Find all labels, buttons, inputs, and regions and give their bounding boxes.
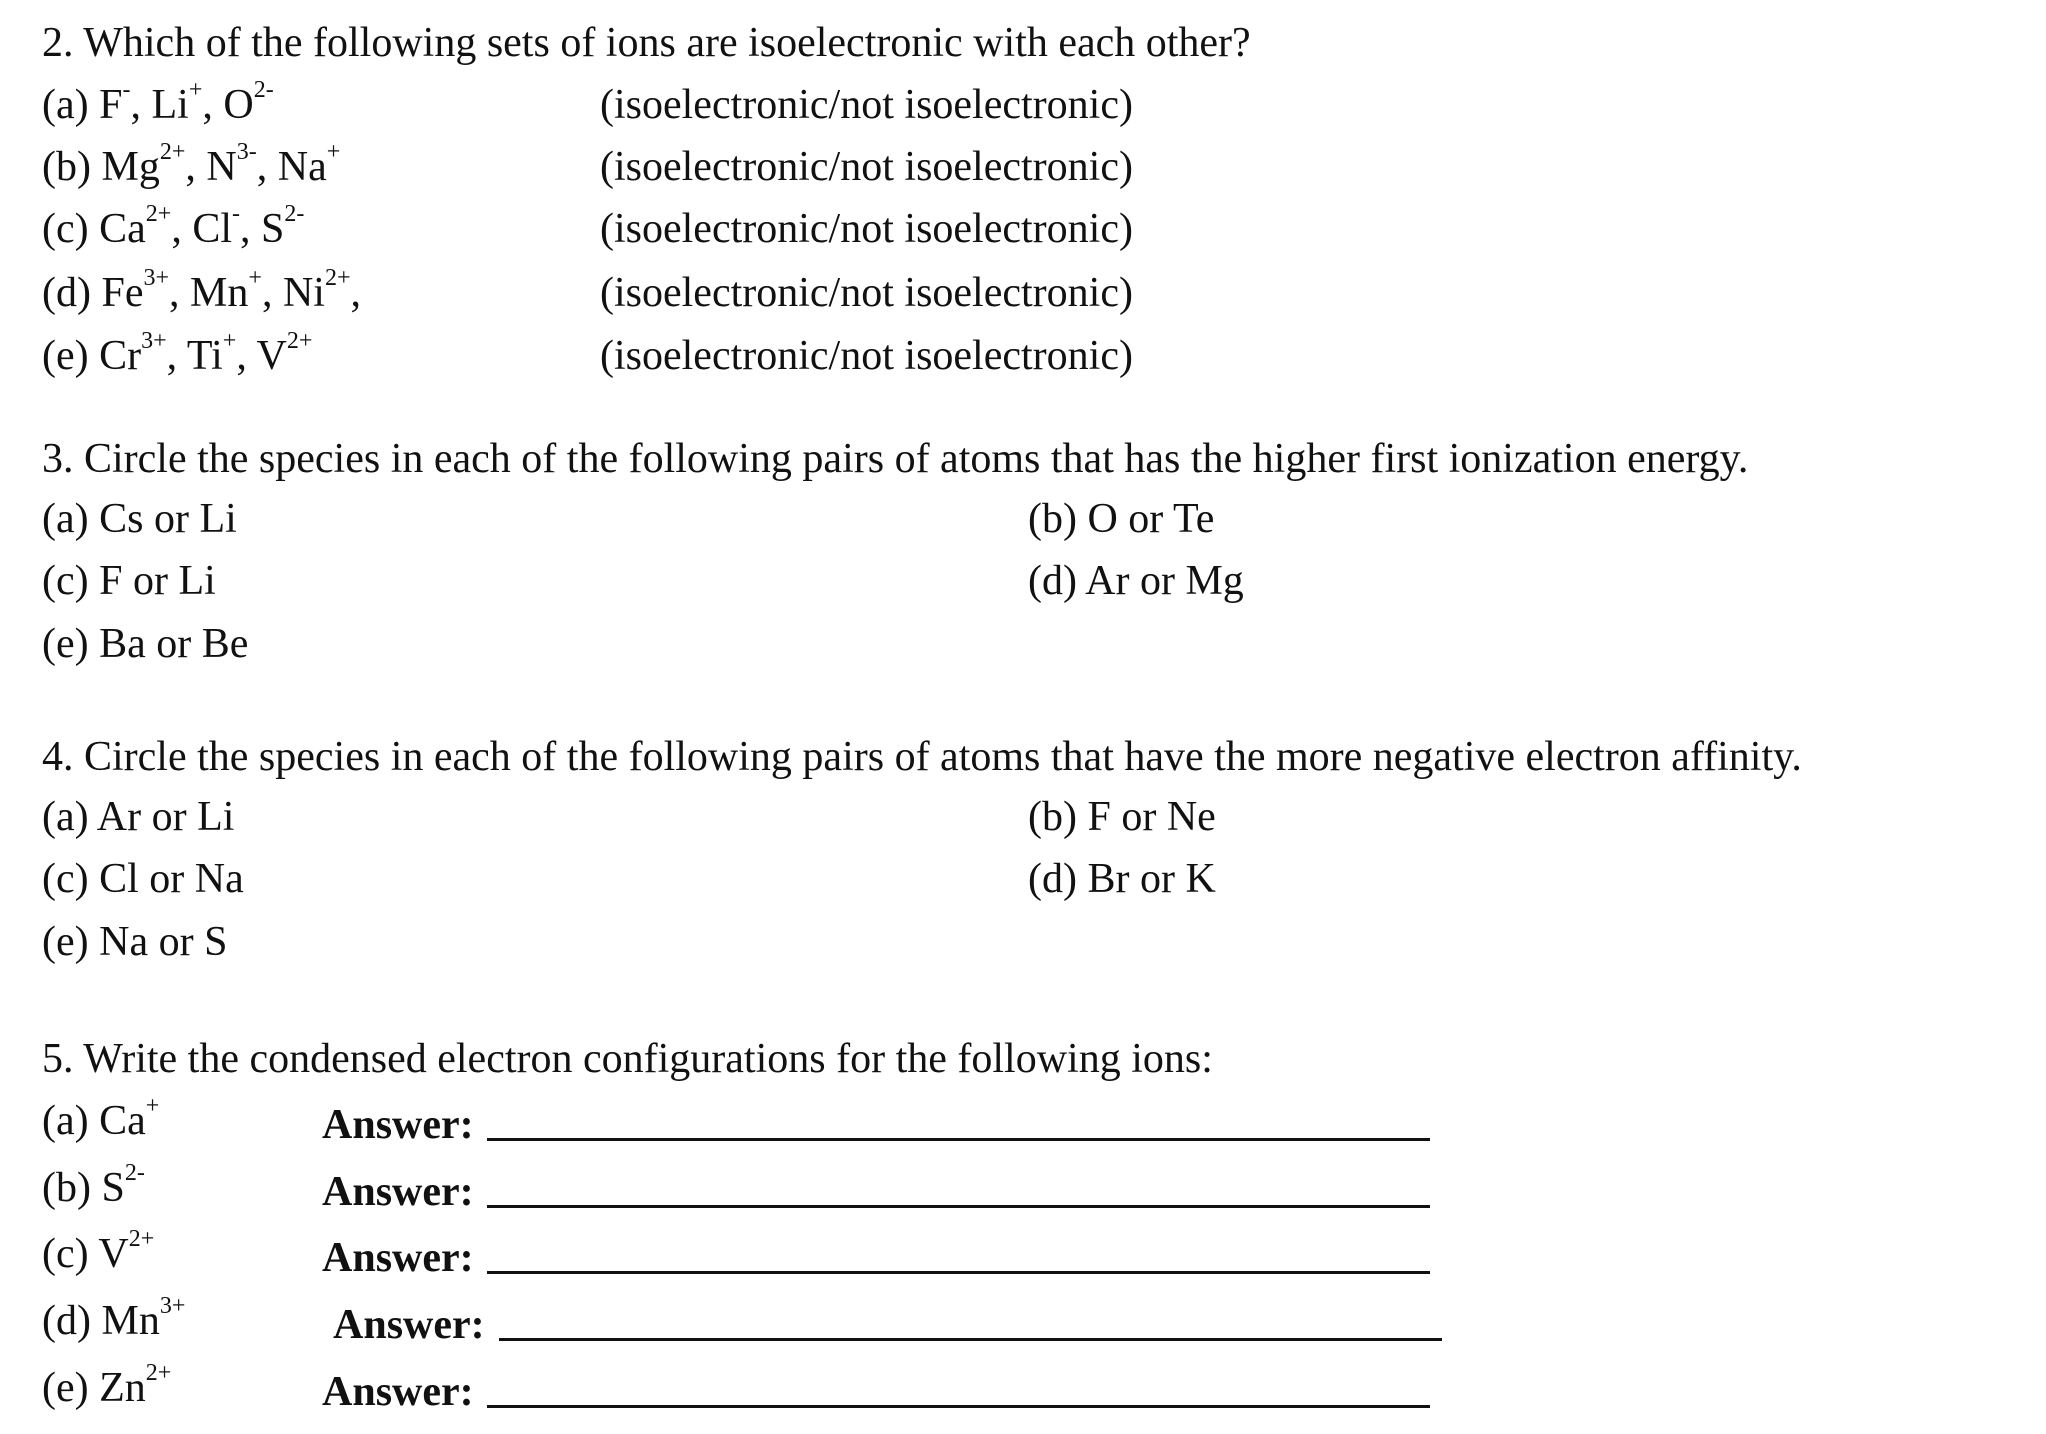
ion-charge: 2+ <box>286 328 313 354</box>
item-label: (c) <box>42 206 100 252</box>
ion-symbol: O <box>212 82 254 128</box>
ion-symbol: , <box>169 270 180 316</box>
ion-charge: + <box>145 1093 160 1119</box>
isoelectronic-choice: (isoelectronic/not isoelectronic) <box>600 333 1133 379</box>
ion-symbol: Cl <box>181 206 233 252</box>
ion-symbol: , <box>236 333 247 379</box>
ion-symbol: V <box>98 1231 129 1277</box>
ion-charge: + <box>188 77 203 103</box>
ion-charge: + <box>326 139 341 165</box>
item-label: (b) <box>42 1165 102 1211</box>
item-label: (a) <box>42 82 100 128</box>
item-label: (b) <box>42 144 102 190</box>
question-3-title: 3. Circle the species in each of the following pairs of atoms that has the higher first ionization energy. <box>42 436 1749 482</box>
isoelectronic-ion-set <box>42 265 361 316</box>
ion-symbol: N <box>195 144 237 190</box>
ion-symbol: , <box>130 82 141 128</box>
question-4-item: (d) Br or K <box>1028 856 1216 902</box>
question-4-item: (b) F or Ne <box>1028 794 1216 840</box>
isoelectronic-ion-set <box>42 139 341 190</box>
ion-charge: 3+ <box>141 328 167 354</box>
answer-label: Answer: <box>322 1369 474 1415</box>
ion-symbol: Mn <box>101 1298 160 1344</box>
question-3-item: (e) Ba or Be <box>42 621 249 667</box>
ion-symbol: S <box>101 1165 125 1211</box>
ion-charge: + <box>222 328 237 354</box>
ion-symbol: Na <box>267 144 327 190</box>
item-label: (e) <box>42 1365 100 1411</box>
ion-symbol: Zn <box>99 1365 146 1411</box>
ion-symbol: Cr <box>99 333 142 379</box>
ion-charge: 2- <box>124 1160 145 1186</box>
item-label: (d) <box>42 270 102 316</box>
ion-charge: 3- <box>236 139 257 165</box>
ion-symbol: , <box>202 82 213 128</box>
ion-charge: 3+ <box>143 265 170 291</box>
ion-label <box>42 1360 172 1411</box>
ion-symbol: Mn <box>179 270 249 316</box>
isoelectronic-choice: (isoelectronic/not isoelectronic) <box>600 270 1133 316</box>
isoelectronic-choice: (isoelectronic/not isoelectronic) <box>600 206 1133 252</box>
ion-charge: 2+ <box>324 265 351 291</box>
answer-label: Answer: <box>322 1169 474 1215</box>
ion-label <box>42 1293 186 1344</box>
answer-blank-line[interactable] <box>487 1405 1430 1408</box>
question-3-item: (c) F or Li <box>42 558 216 604</box>
item-label: (c) <box>42 1231 99 1277</box>
question-3-item: (b) O or Te <box>1028 496 1215 542</box>
question-3-item: (a) Cs or Li <box>42 496 237 542</box>
question-2-title: 2. Which of the following sets of ions are isoelectronic with each other? <box>42 20 1251 66</box>
ion-symbol: V <box>246 333 287 379</box>
ion-charge: 2+ <box>159 139 186 165</box>
item-label: (d) <box>42 1298 102 1344</box>
ion-symbol: Mg <box>101 144 160 190</box>
ion-charge: - <box>122 77 131 103</box>
isoelectronic-ion-set <box>42 77 274 128</box>
item-label: (e) <box>42 333 100 379</box>
answer-label: Answer: <box>333 1302 485 1348</box>
answer-blank-line[interactable] <box>499 1338 1442 1341</box>
answer-blank-line[interactable] <box>487 1271 1430 1274</box>
isoelectronic-choice: (isoelectronic/not isoelectronic) <box>600 82 1133 128</box>
ion-symbol: Ni <box>272 270 325 316</box>
ion-symbol: , <box>240 206 251 252</box>
ion-charge: 2+ <box>128 1226 155 1252</box>
ion-symbol: , <box>261 270 273 316</box>
answer-blank-line[interactable] <box>487 1205 1430 1208</box>
ion-symbol: , <box>171 206 182 252</box>
ion-symbol: Ca <box>99 206 146 252</box>
ion-label <box>42 1093 160 1144</box>
ion-symbol: Ti <box>177 333 223 379</box>
question-3-item: (d) Ar or Mg <box>1028 558 1244 604</box>
ion-symbol: Ca <box>99 1098 146 1144</box>
answer-label: Answer: <box>322 1235 474 1281</box>
isoelectronic-ion-set <box>42 201 305 252</box>
ion-symbol: Fe <box>101 270 144 316</box>
ion-symbol: , <box>350 270 361 316</box>
ion-charge: + <box>248 265 262 291</box>
answer-blank-line[interactable] <box>487 1138 1430 1141</box>
ion-label <box>42 1226 155 1277</box>
ion-symbol: Li <box>140 82 189 128</box>
ion-charge: 3+ <box>159 1293 186 1319</box>
isoelectronic-choice: (isoelectronic/not isoelectronic) <box>600 144 1133 190</box>
ion-symbol: , <box>166 333 178 379</box>
question-4-item: (a) Ar or Li <box>42 794 235 840</box>
ion-charge: 2+ <box>145 1360 172 1386</box>
ion-symbol: , <box>256 144 268 190</box>
question-5-title: 5. Write the condensed electron configurations for the following ions: <box>42 1036 1213 1082</box>
question-4-item: (e) Na or S <box>42 919 228 965</box>
ion-charge: 2+ <box>145 201 172 227</box>
question-4-item: (c) Cl or Na <box>42 856 244 902</box>
isoelectronic-ion-set <box>42 328 313 379</box>
ion-symbol: , <box>185 144 196 190</box>
ion-charge: 2- <box>253 77 274 103</box>
ion-charge: 2- <box>284 201 305 227</box>
item-label: (a) <box>42 1098 100 1144</box>
answer-label: Answer: <box>322 1102 474 1148</box>
ion-label <box>42 1160 145 1211</box>
question-4-title: 4. Circle the species in each of the following pairs of atoms that have the more negative electron affinity. <box>42 734 1802 780</box>
ion-symbol: S <box>250 206 285 252</box>
ion-symbol: F <box>99 82 123 128</box>
ion-charge: - <box>232 201 241 227</box>
